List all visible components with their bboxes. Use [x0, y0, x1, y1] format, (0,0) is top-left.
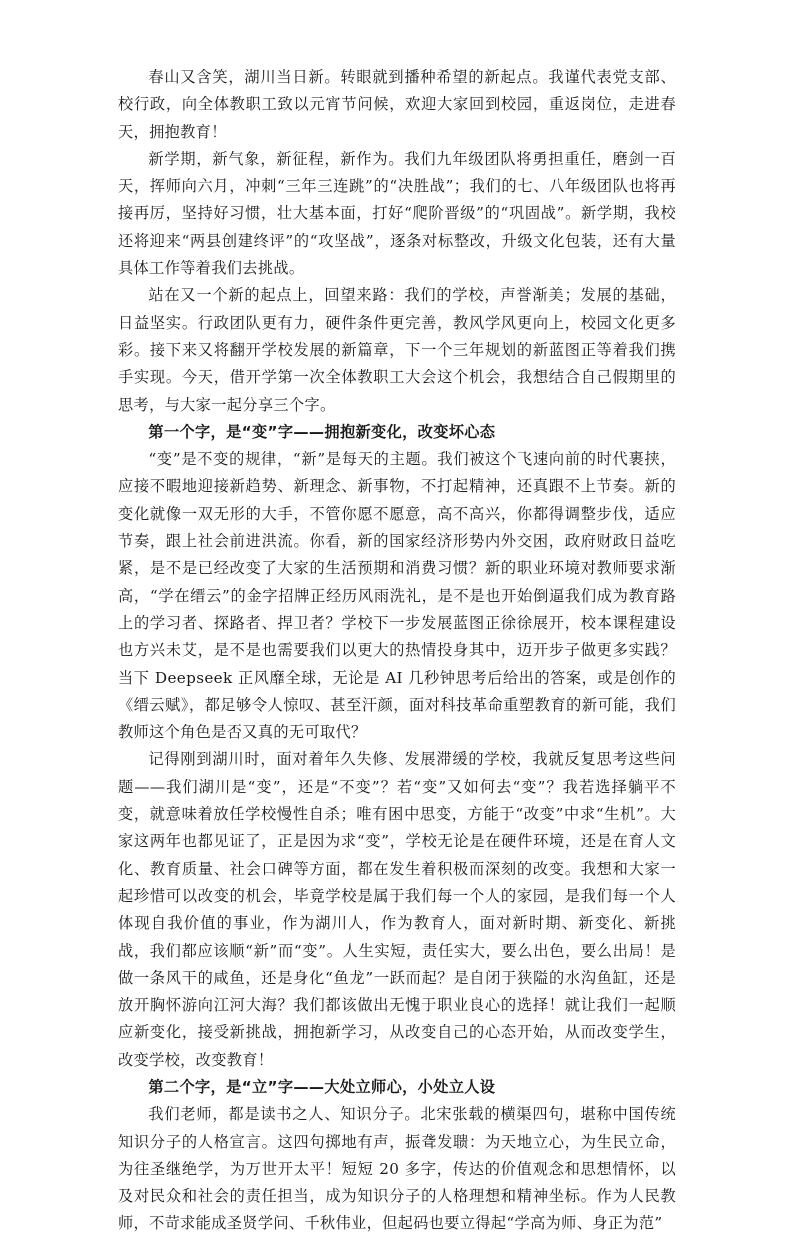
section-heading-change: 第一个字，是“变”字——拥抱新变化，改变坏心态 [148, 422, 496, 441]
paragraph-change-huchuan: 记得刚到湖川时，面对着年久失修、发展滞缓的学校，我就反复思考这些问题——我们湖川是“变”，还是“不变”？若“变”又如何去“变”？我若选择躺平不变，就意味着放任学校慢性自杀；唯有困中思变，方能于“改变”中求“生机”。大家这两年也都见证了，正是因为求“变”，学校无论是在硬件环境，还是在育人文化、教育质量、社会口碑等方面，都在发生着积极而深刻的改变。我想和大家一起珍惜可以改变的机会，毕竟学校是属于我们每一个人的家园，是我们每一个人体现自我价值的事业，作为湖川人，作为教育人，面对新时期、新变化、新挑战，我们都应该顺“新”而“变”。人生实短，责任实大，要么出色，要么出局！是做一条风干的咸鱼，还是身化“鱼龙”一跃而起？是自闭于狭隘的水沟鱼缸，还是放开胸怀游向江河大海？我们都该做出无愧于职业良心的选择！就让我们一起顺应新变化，接受新挑战，拥抱新学习，从改变自己的心态开始，从而改变学生，改变学校，改变教育！ [118, 750, 676, 1069]
paragraph-establish-teacher: 我们老师，都是读书之人、知识分子。北宋张载的横渠四句，堪称中国传统知识分子的人格宣言。这四句掷地有声，振聋发聩：为天地立心，为生民立命，为往圣继绝学，为万世开太平！短短 20 多字，传达的价值观念和思想情怀，以及对民众和社会的责任担当，成为知识分子的人格理想和精神坐标。作为人民教师，不苛求能成圣贤学问、千秋伟业，但起码也要立得起“学高为师、身正为范” [118, 1105, 676, 1233]
section-heading-establish: 第二个字，是“立”字——大处立师心，小处立人设 [148, 1077, 496, 1096]
paragraph-change-era: “变”是不变的规律，“新”是每天的主题。我们被这个飞速向前的时代裹挟，应接不暇地迎接新趋势、新理念、新事物，不打起精神，还真跟不上节奏。新的变化就像一双无形的大手，不管你愿不愿意，高不高兴，你都得调整步伐，适应节奏，跟上社会前进洪流。你看，新的国家经济形势内外交困，政府财政日益吃紧，是不是已经改变了大家的生活预期和消费习惯？新的职业环境对教师要求渐高，“学在缙云”的金字招牌正经历风雨洗礼，是不是也开始倒逼我们成为教育路上的学习者、探路者、捍卫者？学校下一步发展蓝图正徐徐展开，校本课程建设也方兴未艾，是不是也需要我们以更大的热情投身其中，迈开步子做更多实践？当下 Deepseek 正风靡全球，无论是 AI 几秒钟思考后给出的答案，或是创作的《缙云赋》，都足够令人惊叹、甚至汗颜，面对科技革命重塑教育的新可能，我们教师这个角色是否又真的无可取代？ [118, 450, 676, 742]
document-page [118, 64, 676, 1238]
paragraph-review: 站在又一个新的起点上，回望来路：我们的学校，声誉渐美；发展的基础，日益坚实。行政团队更有力，硬件条件更完善，教风学风更向上，校园文化更多彩。接下来又将翻开学校发展的新篇章，下一个三年规划的新蓝图正等着我们携手实现。今天，借开学第一次全体教职工大会这个机会，我想结合自己假期里的思考，与大家一起分享三个字。 [118, 286, 676, 414]
paragraph-greeting: 春山又含笑，湖川当日新。转眼就到播种希望的新起点。我谨代表党支部、校行政，向全体教职工致以元宵节问候，欢迎大家回到校园，重返岗位，走进春天，拥抱教育！ [118, 68, 676, 141]
paragraph-new-semester: 新学期，新气象，新征程，新作为。我们九年级团队将勇担重任，磨剑一百天，挥师向六月，冲刺“三年三连跳”的“决胜战”；我们的七、八年级团队也将再接再厉，坚持好习惯，壮大基本面，打好“爬阶晋级”的“巩固战”。新学期，我校还将迎来“两县创建终评”的“攻坚战”，逐条对标整改，升级文化包装，还有大量具体工作等着我们去挑战。 [118, 149, 676, 278]
